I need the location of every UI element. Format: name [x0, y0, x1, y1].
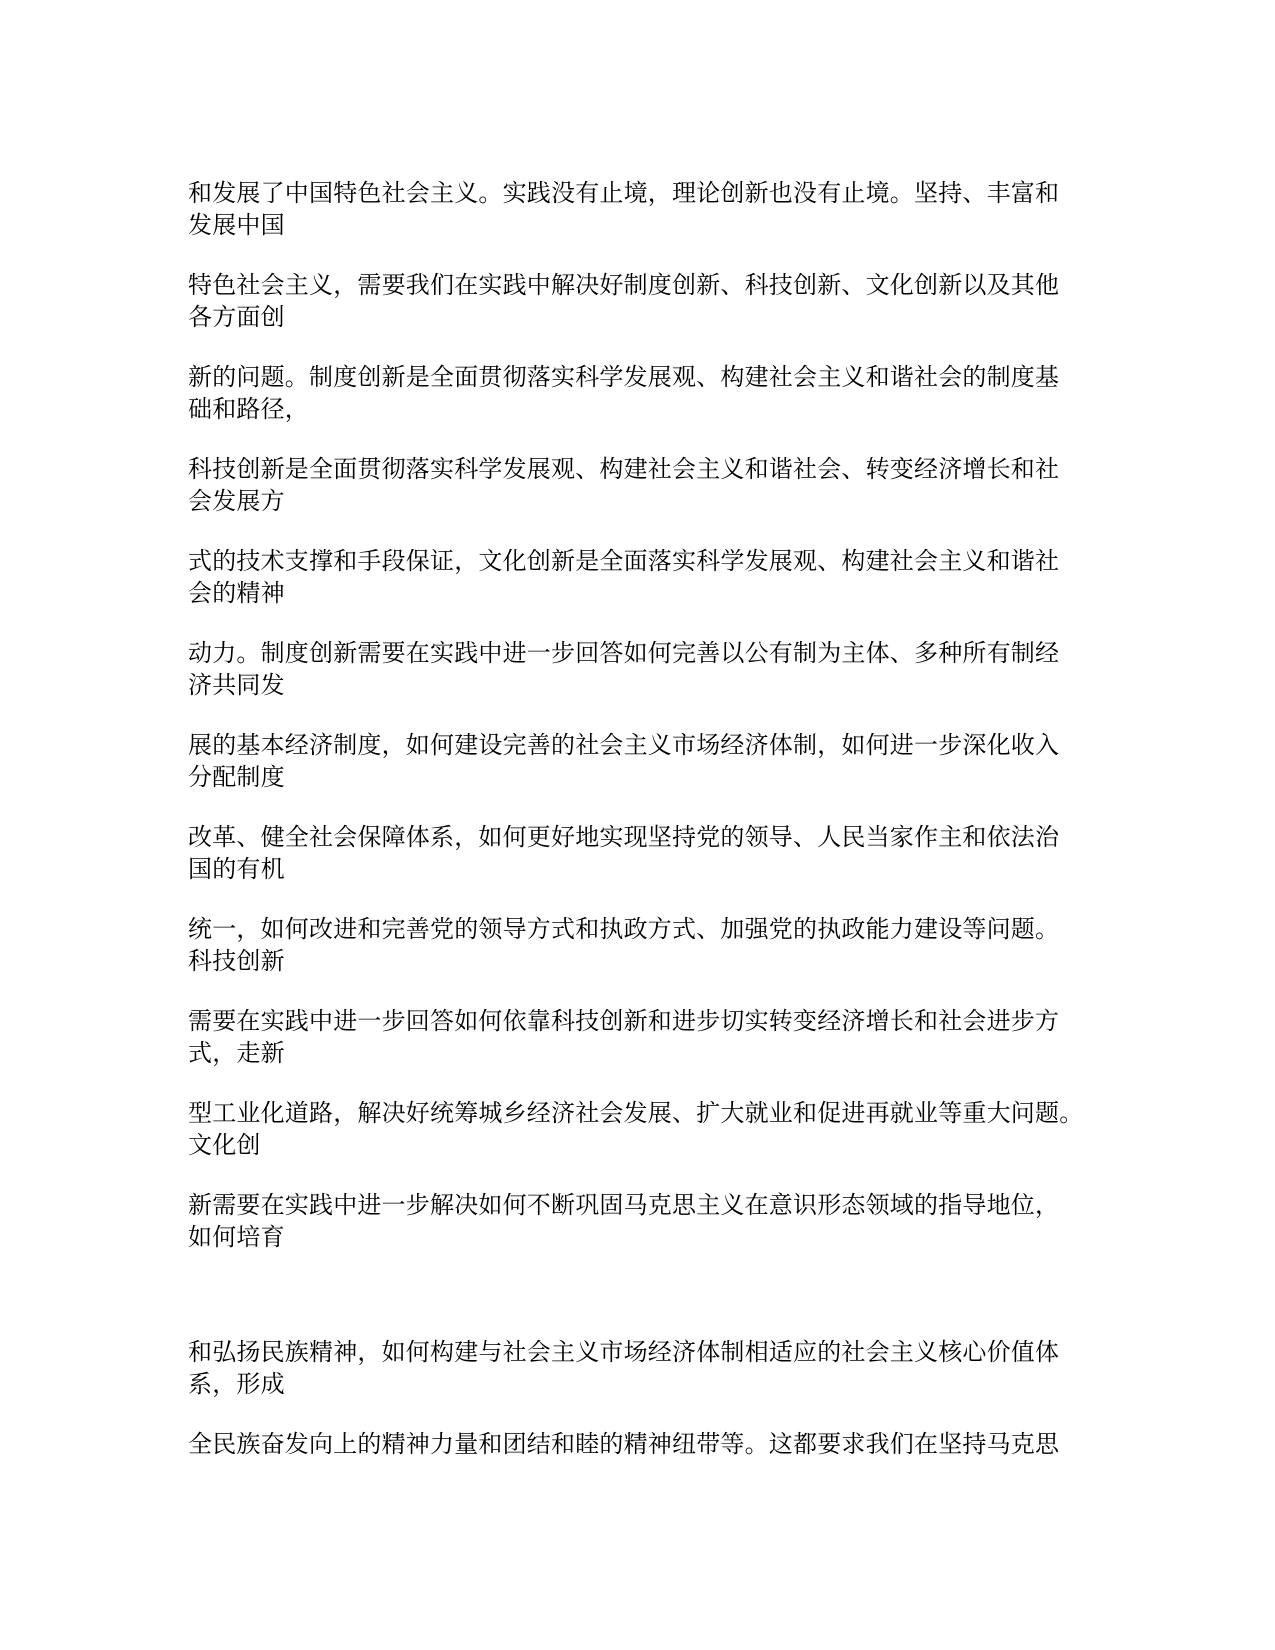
paragraph — [188, 1336, 1088, 1400]
paragraph-line: 全民族奋发向上的精神力量和团结和睦的精神纽带等。这都要求我们在坚持马克思 — [188, 1430, 1060, 1458]
paragraph — [188, 913, 1088, 977]
paragraph-line: 展的基本经济制度，如何建设完善的社会主义市场经济体制，如何进一步深化收入 — [188, 731, 1060, 759]
paragraph-line: 和弘扬民族精神，如何构建与社会主义市场经济体制相适应的社会主义核心价值体 — [188, 1338, 1060, 1366]
paragraph-line: 统一，如何改进和完善党的领导方式和执政方式、加强党的执政能力建设等问题。 — [188, 915, 1060, 943]
paragraph — [188, 269, 1088, 333]
paragraph — [188, 453, 1088, 517]
paragraph — [188, 1189, 1088, 1253]
paragraph — [188, 1005, 1088, 1069]
paragraph-line: 和发展了中国特色社会主义。实践没有止境，理论创新也没有止境。坚持、丰富和 — [188, 179, 1060, 207]
paragraph-line: 新需要在实践中进一步解决如何不断巩固马克思主义在意识形态领域的指导地位， — [188, 1191, 1060, 1219]
paragraph — [188, 637, 1088, 701]
paragraph — [188, 821, 1088, 885]
paragraph — [188, 545, 1088, 609]
paragraph-line: 济共同发 — [188, 671, 285, 699]
paragraph-line: 国的有机 — [188, 855, 285, 883]
paragraph-line: 科技创新 — [188, 947, 285, 975]
paragraph-line: 发展中国 — [188, 211, 285, 239]
paragraph-line: 动力。制度创新需要在实践中进一步回答如何完善以公有制为主体、多种所有制经 — [188, 639, 1060, 667]
paragraph-line: 础和路径， — [188, 395, 309, 423]
paragraph-line: 会的精神 — [188, 579, 285, 607]
paragraph-line: 分配制度 — [188, 763, 285, 791]
paragraph-line: 系，形成 — [188, 1370, 285, 1398]
paragraph — [188, 729, 1088, 793]
paragraph-line: 科技创新是全面贯彻落实科学发展观、构建社会主义和谐社会、转变经济增长和社 — [188, 455, 1060, 483]
paragraph-line: 式，走新 — [188, 1039, 285, 1067]
paragraph — [188, 1428, 1088, 1460]
paragraph-line: 型工业化道路，解决好统筹城乡经济社会发展、扩大就业和促进再就业等重大问题。 — [188, 1099, 1084, 1127]
paragraph-line: 改革、健全社会保障体系，如何更好地实现坚持党的领导、人民当家作主和依法治 — [188, 823, 1060, 851]
paragraph — [188, 1097, 1088, 1161]
paragraph — [188, 177, 1088, 241]
paragraph-line: 如何培育 — [188, 1223, 285, 1251]
paragraph-line: 式的技术支撑和手段保证，文化创新是全面落实科学发展观、构建社会主义和谐社 — [188, 547, 1060, 575]
paragraph-line: 需要在实践中进一步回答如何依靠科技创新和进步切实转变经济增长和社会进步方 — [188, 1007, 1060, 1035]
paragraph-line: 各方面创 — [188, 303, 285, 331]
paragraph-line: 文化创 — [188, 1131, 261, 1159]
paragraph-line: 特色社会主义，需要我们在实践中解决好制度创新、科技创新、文化创新以及其他 — [188, 271, 1060, 299]
paragraph-line: 会发展方 — [188, 487, 285, 515]
paragraph-line: 新的问题。制度创新是全面贯彻落实科学发展观、构建社会主义和谐社会的制度基 — [188, 363, 1060, 391]
paragraph — [188, 361, 1088, 425]
